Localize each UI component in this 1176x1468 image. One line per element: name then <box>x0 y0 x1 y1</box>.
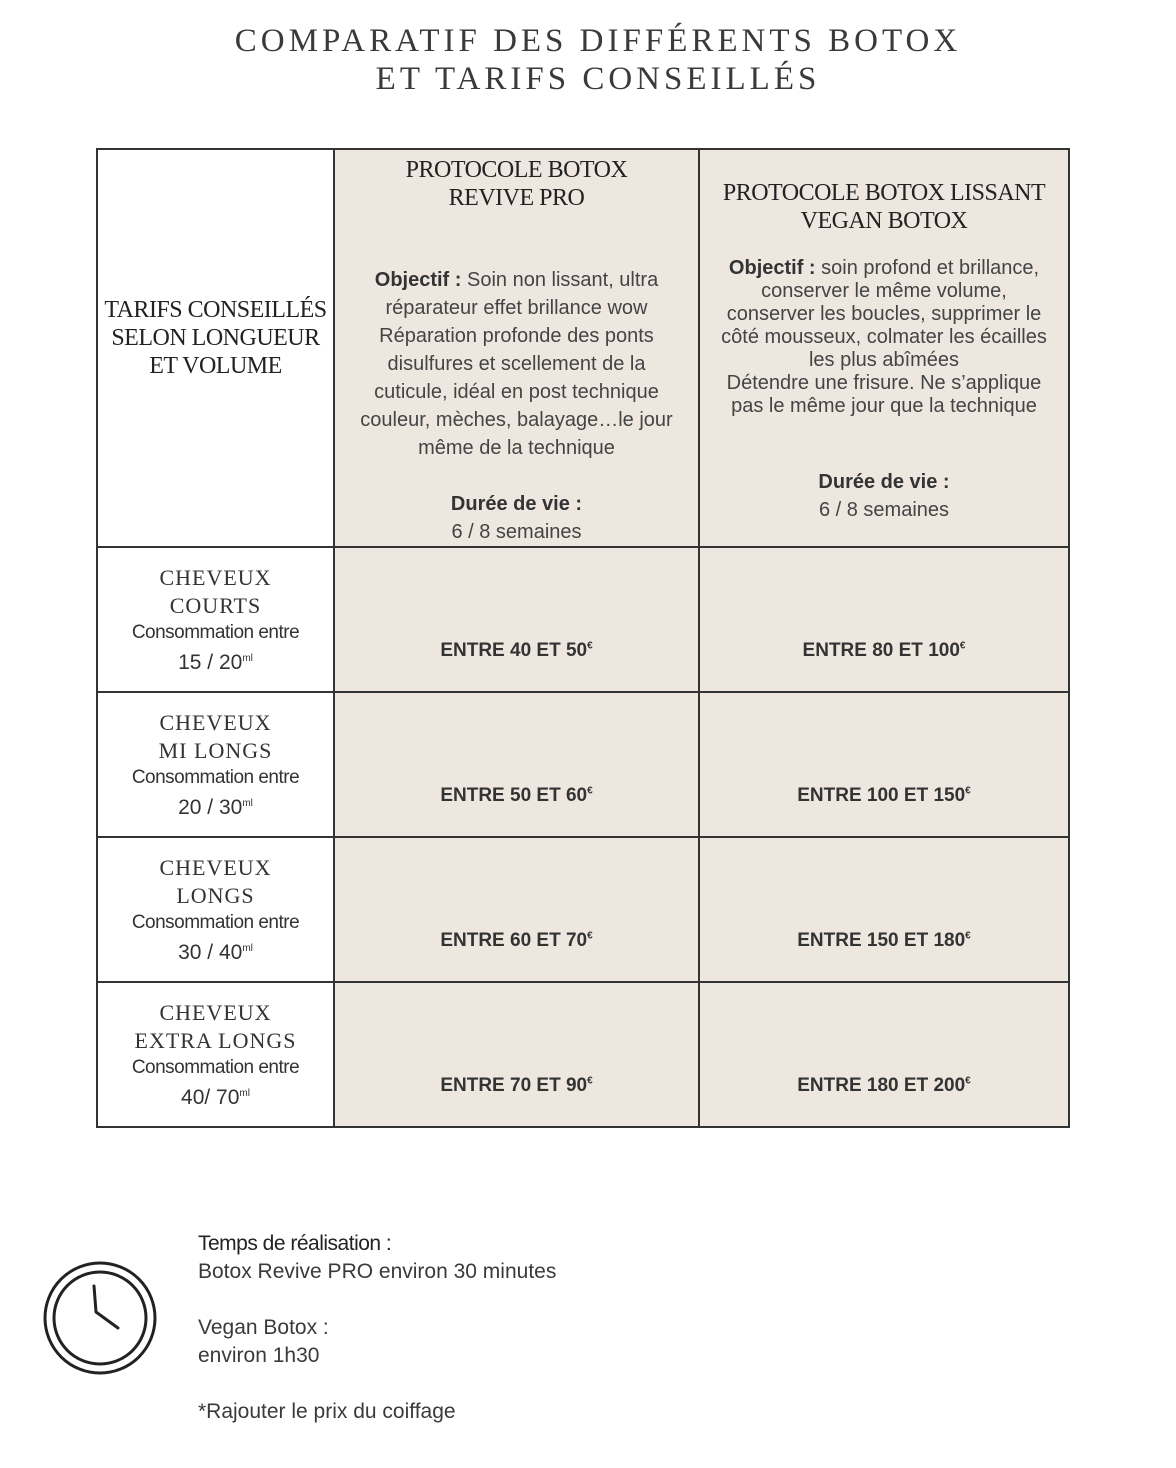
price-cell: ENTRE 150 ET 180€ <box>699 837 1069 982</box>
objective-line: conserver le même volume, <box>761 279 1007 302</box>
protocol-name <box>700 179 1068 235</box>
price-cell: ENTRE 50 ET 60€ <box>334 692 699 837</box>
objective-line: couleur, mèches, balayage…le jour <box>360 409 673 431</box>
table-row <box>97 547 1069 692</box>
price-cell: ENTRE 80 ET 100€ <box>699 547 1069 692</box>
consumption-label: Consommation entre <box>131 911 300 933</box>
time-revive: Botox Revive PRO environ 30 minutes <box>198 1260 557 1283</box>
consumption-label: Consommation entre <box>131 766 300 788</box>
corner-cell <box>97 149 334 547</box>
footer-info <box>198 1230 556 1426</box>
objective-line: côté mousseux, colmater les écailles <box>721 325 1047 348</box>
objective-line: même de la technique <box>418 437 615 459</box>
clock-icon <box>42 1260 158 1376</box>
price-cell: ENTRE 180 ET 200€ <box>699 982 1069 1127</box>
objective-line: réparateur effet brillance wow <box>385 297 648 319</box>
table-row <box>97 692 1069 837</box>
row-label-extra-longs <box>97 982 334 1127</box>
hair-length: CHEVEUX EXTRA LONGS <box>134 999 297 1053</box>
objective-line: les plus abîmées <box>808 348 960 371</box>
consumption-label: Consommation entre <box>131 621 300 643</box>
objective-line: pas le même jour que la technique <box>731 394 1037 417</box>
row-label-longs <box>97 837 334 982</box>
hair-length: CHEVEUX MI LONGS <box>158 709 273 763</box>
objective-line: conserver les boucles, supprimer le <box>726 302 1042 325</box>
styling-note: *Rajouter le prix du coiffage <box>198 1400 456 1423</box>
table-row <box>97 982 1069 1127</box>
time-vegan-label: Vegan Botox : <box>198 1316 329 1339</box>
row-label-courts <box>97 547 334 692</box>
objective-label: Objectif : <box>728 256 816 279</box>
lifetime <box>335 490 698 546</box>
protocol-name-line: PROTOCOLE BOTOX LISSANT <box>722 179 1046 206</box>
lifetime-value: 6 / 8 semaines <box>451 521 582 543</box>
objective-line: cuticule, idéal en post technique <box>374 381 659 403</box>
page-title-line-2: ET TARIFS CONSEILLÉS <box>375 61 821 97</box>
lifetime-value: 6 / 8 semaines <box>818 498 950 521</box>
protocol-name-line: VEGAN BOTOX <box>800 207 968 234</box>
objective-line: Réparation profonde des ponts <box>379 325 654 347</box>
table-header-row <box>97 149 1069 547</box>
objective-label: Objectif : <box>374 269 462 291</box>
objective-line: soin profond et brillance, <box>815 256 1040 279</box>
objective-text <box>335 266 698 462</box>
objective-line: disulfures et scellement de la <box>387 353 646 375</box>
objective-text <box>700 257 1068 418</box>
protocol-name-line: REVIVE PRO <box>448 185 585 211</box>
consumption-amount: $20 / 30^{ml}$ <box>178 795 253 819</box>
price-cell: ENTRE 60 ET 70€ <box>334 837 699 982</box>
page-title-line-1: COMPARATIF DES DIFFÉRENTS BOTOX <box>234 23 962 59</box>
protocol-name-line: PROTOCOLE BOTOX <box>405 157 628 183</box>
consumption-amount: $30 / 40^{ml}$ <box>178 940 253 964</box>
lifetime-label: Durée de vie : <box>818 470 950 493</box>
table-row <box>97 837 1069 982</box>
column-header-vegan-botox <box>699 149 1069 547</box>
row-label-mi-longs <box>97 692 334 837</box>
consumption-amount: 40/ $70^{ml}$ <box>181 1085 250 1109</box>
corner-line: SELON LONGUEUR <box>111 325 320 351</box>
consumption-amount: $15 / 20^{ml}$ <box>178 650 253 674</box>
consumption-label: Consommation entre <box>131 1056 300 1078</box>
lifetime <box>700 468 1068 524</box>
column-header-revive-pro <box>334 149 699 547</box>
pricing-table <box>96 148 1070 1128</box>
time-vegan-value: environ 1h30 <box>198 1344 320 1367</box>
page-title <box>0 22 1176 98</box>
protocol-name <box>335 156 698 212</box>
time-label: Temps de réalisation : <box>198 1232 392 1255</box>
corner-line: ET VOLUME <box>149 353 282 379</box>
price-cell: ENTRE 100 ET 150€ <box>699 692 1069 837</box>
corner-line: TARIFS CONSEILLÉS <box>104 297 327 323</box>
price-cell: ENTRE 70 ET 90€ <box>334 982 699 1127</box>
objective-line: Soin non lissant, ultra <box>461 269 659 291</box>
hair-length: CHEVEUX LONGS <box>159 854 272 908</box>
price-cell: ENTRE 40 ET 50€ <box>334 547 699 692</box>
objective-line: Détendre une frisure. Ne s’applique <box>726 371 1042 394</box>
hair-length: CHEVEUX COURTS <box>159 564 272 618</box>
lifetime-label: Durée de vie : <box>450 493 583 515</box>
